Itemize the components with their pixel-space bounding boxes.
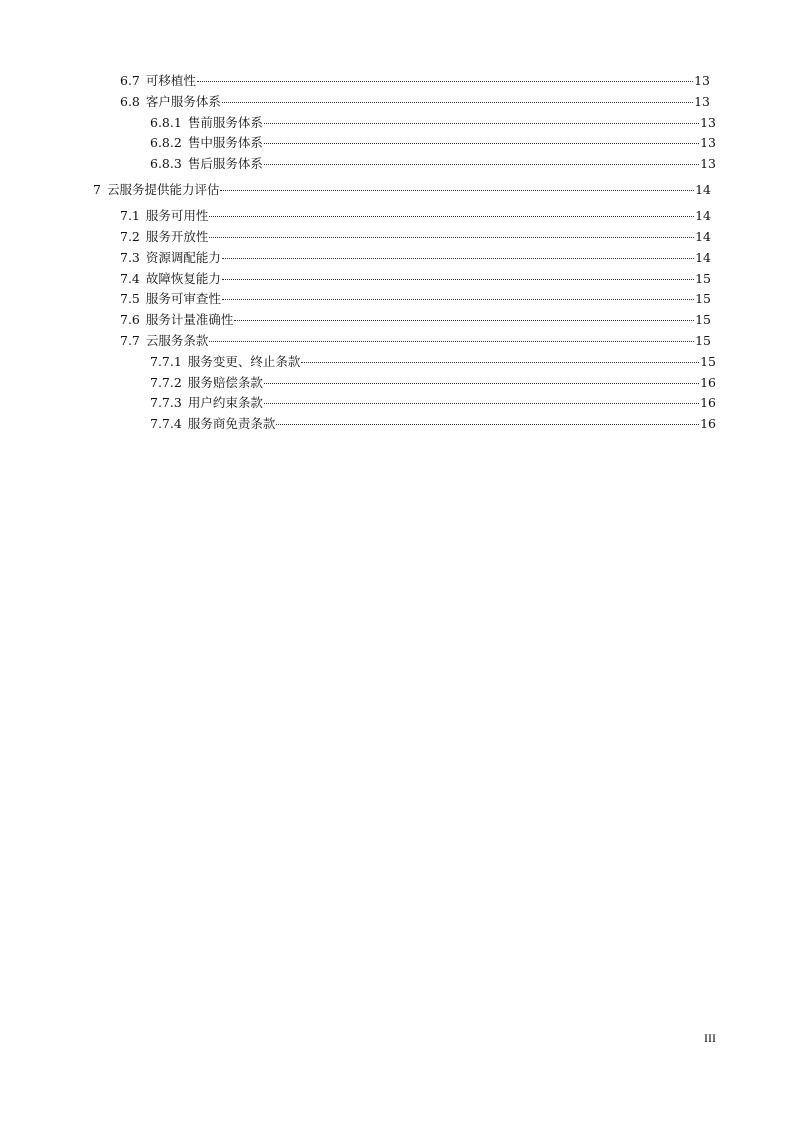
toc-entry-page: 14 bbox=[695, 250, 711, 265]
toc-entry[interactable] bbox=[150, 352, 716, 372]
toc-dot-leader bbox=[222, 278, 694, 280]
toc-entry-title: 可移植性 bbox=[145, 73, 196, 88]
toc-dot-leader bbox=[264, 122, 699, 124]
toc-dot-leader bbox=[209, 236, 694, 238]
toc-entry-title: 服务商免责条款 bbox=[187, 416, 276, 431]
toc-entry-page: 13 bbox=[694, 73, 710, 88]
toc-entry-number: 7 bbox=[93, 182, 101, 197]
toc-entry-page: 14 bbox=[695, 208, 711, 223]
toc-entry-title: 服务开放性 bbox=[145, 229, 209, 244]
toc-entry-title: 资源调配能力 bbox=[145, 250, 221, 265]
toc-entry-title: 用户约束条款 bbox=[187, 395, 263, 410]
toc-entry[interactable] bbox=[120, 92, 710, 112]
toc-entry-number: 6.8.1 bbox=[150, 115, 182, 130]
toc-entry[interactable] bbox=[150, 393, 716, 413]
toc-entry-title: 云服务提供能力评估 bbox=[106, 182, 220, 197]
toc-entry[interactable] bbox=[150, 154, 716, 174]
toc-entry-page: 16 bbox=[700, 395, 716, 410]
toc-entry-number: 7.4 bbox=[120, 271, 140, 286]
toc-dot-leader bbox=[197, 80, 693, 82]
toc-entry-title: 售前服务体系 bbox=[187, 115, 263, 130]
toc-entry-page: 15 bbox=[700, 354, 716, 369]
toc-entry-page: 13 bbox=[694, 94, 710, 109]
toc-entry-title: 客户服务体系 bbox=[145, 94, 221, 109]
toc-entry[interactable] bbox=[120, 289, 711, 309]
toc-dot-leader bbox=[222, 101, 693, 103]
toc-entry-title: 云服务条款 bbox=[145, 333, 209, 348]
toc-entry-number: 6.8.2 bbox=[150, 135, 182, 150]
toc-entry-number: 7.3 bbox=[120, 250, 140, 265]
toc-entry-number: 7.2 bbox=[120, 229, 140, 244]
toc-entry-number: 6.7 bbox=[120, 73, 140, 88]
toc-entry-page: 15 bbox=[695, 291, 711, 306]
toc-dot-leader bbox=[209, 215, 694, 217]
toc-chapter-entry[interactable] bbox=[93, 180, 711, 200]
toc-entry-title: 服务赔偿条款 bbox=[187, 375, 263, 390]
toc-entry[interactable] bbox=[150, 414, 716, 434]
toc-entry-page: 15 bbox=[695, 333, 711, 348]
toc-entry-title: 故障恢复能力 bbox=[145, 271, 221, 286]
toc-entry-title: 服务可审查性 bbox=[145, 291, 221, 306]
toc-entry[interactable] bbox=[120, 206, 711, 226]
toc-entry-title: 售后服务体系 bbox=[187, 156, 263, 171]
toc-entry-number: 7.7 bbox=[120, 333, 140, 348]
toc-entry-page: 16 bbox=[700, 416, 716, 431]
toc-entry-title: 售中服务体系 bbox=[187, 135, 263, 150]
toc-entry-title: 服务计量准确性 bbox=[145, 312, 234, 327]
toc-entry[interactable] bbox=[120, 248, 711, 268]
toc-dot-leader bbox=[264, 382, 699, 384]
toc-entry-number: 6.8.3 bbox=[150, 156, 182, 171]
toc-entry-number: 7.7.2 bbox=[150, 375, 182, 390]
toc-entry[interactable] bbox=[120, 269, 711, 289]
toc-dot-leader bbox=[234, 319, 694, 321]
toc-dot-leader bbox=[264, 163, 699, 165]
toc-dot-leader bbox=[220, 189, 694, 191]
toc-entry-page: 13 bbox=[700, 135, 716, 150]
toc-entry-number: 6.8 bbox=[120, 94, 140, 109]
toc-entry[interactable] bbox=[150, 113, 716, 133]
toc-entry-number: 7.7.1 bbox=[150, 354, 182, 369]
toc-entry-title: 服务可用性 bbox=[145, 208, 209, 223]
toc-dot-leader bbox=[222, 298, 694, 300]
toc-dot-leader bbox=[264, 402, 699, 404]
toc-entry-page: 14 bbox=[695, 182, 711, 197]
page-number-footer: III bbox=[704, 1031, 716, 1045]
toc-entry[interactable] bbox=[120, 71, 710, 91]
toc-dot-leader bbox=[264, 142, 699, 144]
toc-entry-page: 16 bbox=[700, 375, 716, 390]
toc-entry[interactable] bbox=[150, 373, 716, 393]
toc-entry-page: 14 bbox=[695, 229, 711, 244]
toc-entry[interactable] bbox=[120, 331, 711, 351]
toc-entry-page: 15 bbox=[695, 271, 711, 286]
toc-entry-number: 7.6 bbox=[120, 312, 140, 327]
toc-entry-number: 7.1 bbox=[120, 208, 140, 223]
toc-entry-number: 7.5 bbox=[120, 291, 140, 306]
toc-entry-title: 服务变更、终止条款 bbox=[187, 354, 301, 369]
toc-dot-leader bbox=[209, 340, 694, 342]
toc-dot-leader bbox=[301, 361, 699, 363]
toc-entry-page: 15 bbox=[695, 312, 711, 327]
toc-entry-page: 13 bbox=[700, 115, 716, 130]
toc-entry[interactable] bbox=[150, 133, 716, 153]
toc-dot-leader bbox=[276, 423, 699, 425]
toc-entry-page: 13 bbox=[700, 156, 716, 171]
toc-entry[interactable] bbox=[120, 227, 711, 247]
toc-dot-leader bbox=[222, 257, 694, 259]
toc-entry-number: 7.7.4 bbox=[150, 416, 182, 431]
toc-entry[interactable] bbox=[120, 310, 711, 330]
toc-entry-number: 7.7.3 bbox=[150, 395, 182, 410]
